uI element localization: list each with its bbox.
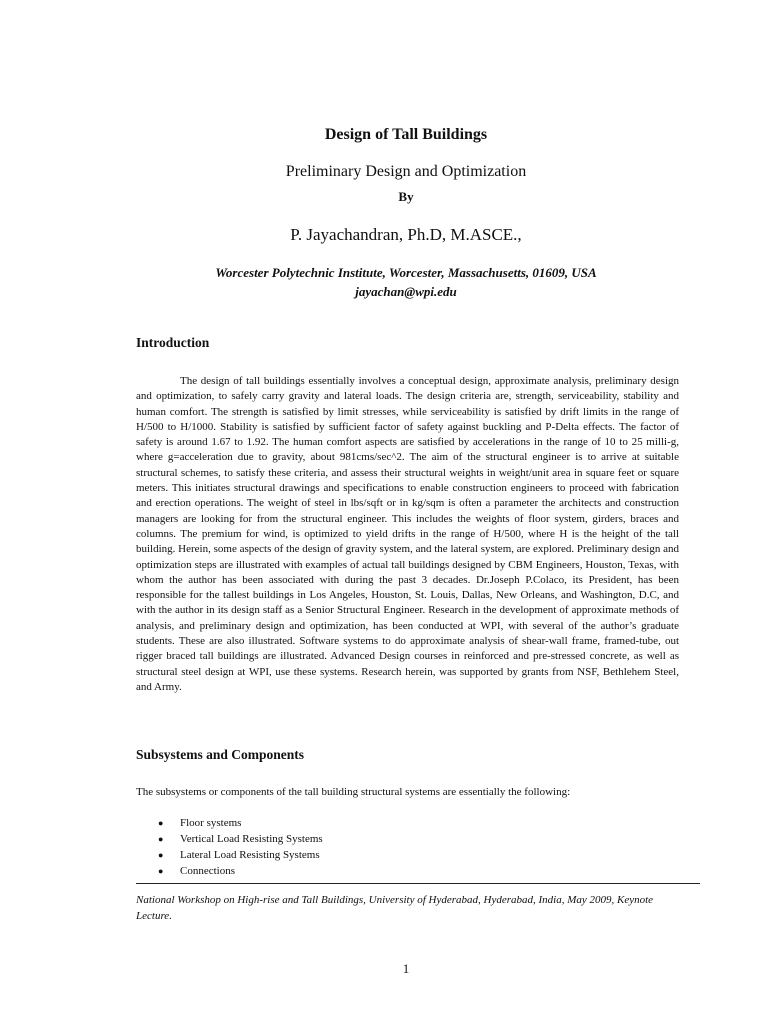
byline-label: By: [398, 189, 414, 204]
introduction-paragraph: The design of tall buildings essentially involves a conceptual design, approximate analysis, preliminary design and optimization, to safely carry gravity and lateral loads. The design criteria are, strength, serviceability, stability and human comfort. The strength is satisfied by limit stresses, while serviceability is satisfied by drift limits in the range of H/500 to H/1000. Stability is satisfied by sufficient factor of safety against buckling and P-Delta effects. The factor of safety is around 1.67 to 1.92. The human comfort aspects are satisfied by accelerations in the range of 10 to 25 milli-g, where g=acceleration due to gravity, about 981cms/sec^2. The aim of the structural engineer is to arrive at suitable structural schemes, to satisfy these criteria, and assess their structural weights in weight/unit area in square feet or square meters. This initiates structural drawings and specifications to enable construction engineers to proceed with fabrication and erection operations. The weight of steel in lbs/sqft or in kg/sqm is often a parameter the architects and construction managers are looking for from the structural engineer. This includes the weights of floor system, girders, braces and columns. The premium for wind, is optimized to yield drifts in the range of H/500, where H is the height of the tall building. Herein, some aspects of the design of gravity system, and the lateral system, are explored. Preliminary design and optimization steps are illustrated with examples of actual tall buildings designed by CBM Engineers, Houston, Texas, with whom the author has been associated with during the past 3 decades. Dr.Joseph P.Colaco, its President, has been responsible for the tallest buildings in Los Angeles, Houston, St. Louis, Dallas, New Orleans, and Washington, D.C, and with the author in its design staff as a Senior Structural Engineer. Research in the development of approximate methods of analysis, and preliminary design and optimization, has been conducted at WPI, with several of the author’s graduate students. These are also illustrated. Software systems to do approximate analysis of shear-wall frame, framed-tube, out rigger braced tall buildings are illustrated. Advanced Design courses in reinforced and pre-stressed concrete, as well as structural steel design at WPI, use these systems. Research herein, was supported by grants from NSF, Bethlehem Steel, and Army.: [136, 375, 679, 693]
subsystems-heading: Subsystems and Components: [136, 747, 305, 762]
footnote-divider: [136, 883, 700, 884]
introduction-heading: Introduction: [136, 335, 210, 350]
list-item: [136, 847, 323, 863]
subsystems-list: [136, 815, 323, 879]
bullet-icon: ●: [158, 866, 164, 876]
bullet-icon: ●: [158, 850, 164, 860]
subsystems-intro: The subsystems or components of the tall building structural systems are essentially the following:: [136, 786, 571, 798]
bullet-icon: ●: [158, 834, 164, 844]
page-number: 1: [402, 961, 410, 976]
bullet-icon: ●: [158, 818, 164, 828]
list-item-label: Lateral Load Resisting Systems: [180, 849, 320, 861]
author-email: jayachan@wpi.edu: [355, 284, 457, 299]
document-subtitle: Preliminary Design and Optimization: [285, 163, 527, 180]
list-item: [136, 815, 323, 831]
author-affiliation: Worcester Polytechnic Institute, Worcester, Massachusetts, 01609, USA: [215, 265, 597, 280]
list-item: [136, 863, 323, 879]
author-name: P. Jayachandran, Ph.D, M.ASCE.,: [290, 225, 522, 244]
list-item-label: Floor systems: [180, 817, 242, 829]
document-title: Design of Tall Buildings: [324, 126, 488, 143]
list-item: [136, 831, 323, 847]
list-item-label: Connections: [180, 865, 235, 877]
footnote: National Workshop on High-rise and Tall Buildings, University of Hyderabad, Hyderabad, India, May 2009, Keynote Lecture.: [136, 894, 654, 922]
list-item-label: Vertical Load Resisting Systems: [180, 833, 323, 845]
